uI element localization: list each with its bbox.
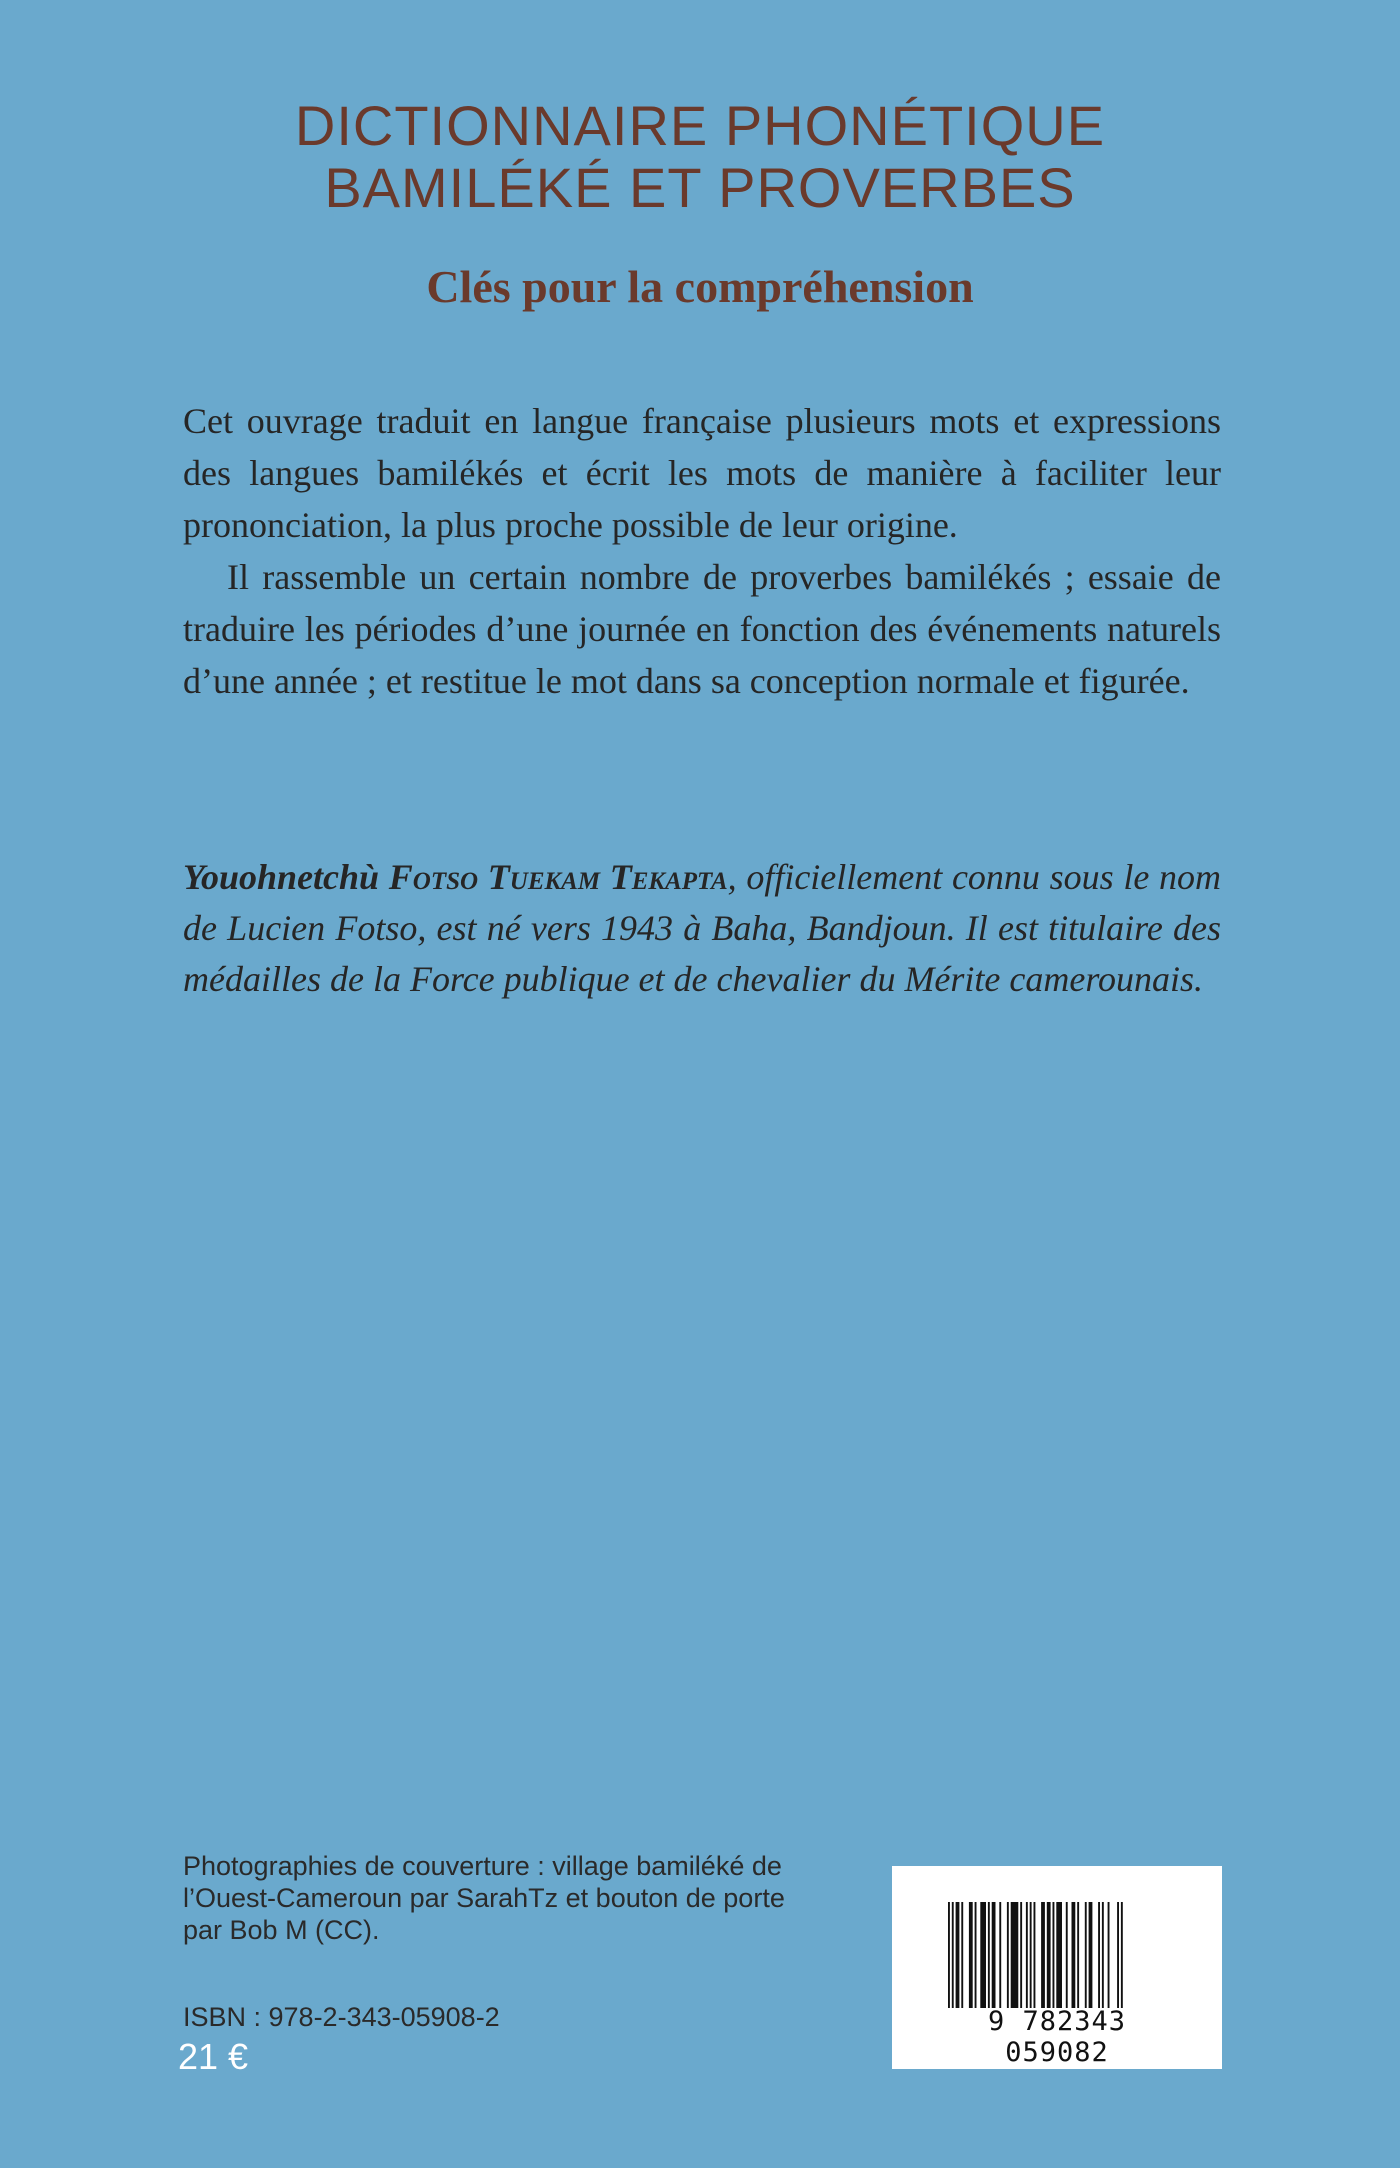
barcode-bar <box>992 1902 996 2008</box>
barcode-bar <box>1102 1902 1104 2008</box>
isbn: ISBN : 978-2-343-05908-2 <box>183 2002 500 2032</box>
author-bio-text: , officiellement connu sous le nom de Lucien Fotso, est né vers 1943 à Baha, Bandjoun. Il est titulaire des médailles de la Force publique et de chevalier du Mérite camerounais. <box>183 857 1222 999</box>
barcode-bar <box>1030 1902 1032 2008</box>
barcode-bar <box>1034 1902 1036 2008</box>
photo-credits: Photographies de couverture : village bamiléké de l’Ouest-Cameroun par SarahTz et bouton de porte par Bob M (CC). <box>183 1851 785 1945</box>
barcode-bar <box>1007 1902 1009 2008</box>
barcode-bar <box>1108 1902 1110 2008</box>
barcode-bar <box>1066 1902 1068 2008</box>
barcode-bar <box>969 1902 973 2008</box>
barcode-bar <box>1098 1902 1100 2008</box>
barcode-bar <box>961 1902 963 2008</box>
barcode-bar <box>1020 1902 1022 2008</box>
author-bio <box>183 852 1221 1005</box>
barcode-bar <box>1026 1902 1028 2008</box>
barcode-bar <box>980 1902 986 2008</box>
barcode-bar <box>948 1902 950 2008</box>
barcode-bar <box>975 1902 977 2008</box>
barcode-bar <box>1041 1902 1045 2008</box>
barcode-bar <box>1053 1902 1055 2008</box>
barcode-bar <box>952 1902 954 2008</box>
barcode-bar <box>1056 1902 1062 2008</box>
book-title <box>0 95 1400 219</box>
barcode <box>892 1866 1222 2069</box>
author-surname: Fotso Tuekam Tekapta <box>388 857 728 897</box>
barcode-bar <box>1117 1902 1119 2008</box>
summary-paragraph-2: Il rassemble un certain nombre de proverbes bamilékés ; essaie de traduire les périodes d’une journée en fonction des événements naturels d’une année ; et restitue le mot dans sa conception normale et figurée. <box>183 557 1221 701</box>
barcode-bar <box>1077 1902 1079 2008</box>
barcode-bar <box>1047 1902 1051 2008</box>
barcode-bars <box>946 1902 1168 2008</box>
barcode-bar <box>988 1902 990 2008</box>
price: 21 € <box>178 2036 249 2077</box>
barcode-bar <box>1089 1902 1093 2008</box>
barcode-bar <box>956 1902 960 2008</box>
barcode-digits: 9 782343 059082 <box>987 2006 1127 2068</box>
barcode-bar <box>1011 1902 1019 2008</box>
book-title-line-1: DICTIONNAIRE PHONÉTIQUE <box>294 94 1106 157</box>
barcode-bar <box>1121 1902 1123 2008</box>
summary-paragraph-1: Cet ouvrage traduit en langue française plusieurs mots et expressions des langues bamilékés et écrit les mots de manière à faciliter leur prononciation, la plus proche possible de leur origine. <box>183 401 1221 545</box>
barcode-bar <box>999 1902 1001 2008</box>
barcode-bar <box>1085 1902 1087 2008</box>
barcode-bar <box>1072 1902 1076 2008</box>
summary-text <box>183 395 1221 707</box>
book-subtitle: Clés pour la compréhension <box>426 261 974 312</box>
author-first-name: Youohnetchù <box>183 857 380 897</box>
book-title-line-2: BAMILÉKÉ ET PROVERBES <box>324 156 1076 219</box>
